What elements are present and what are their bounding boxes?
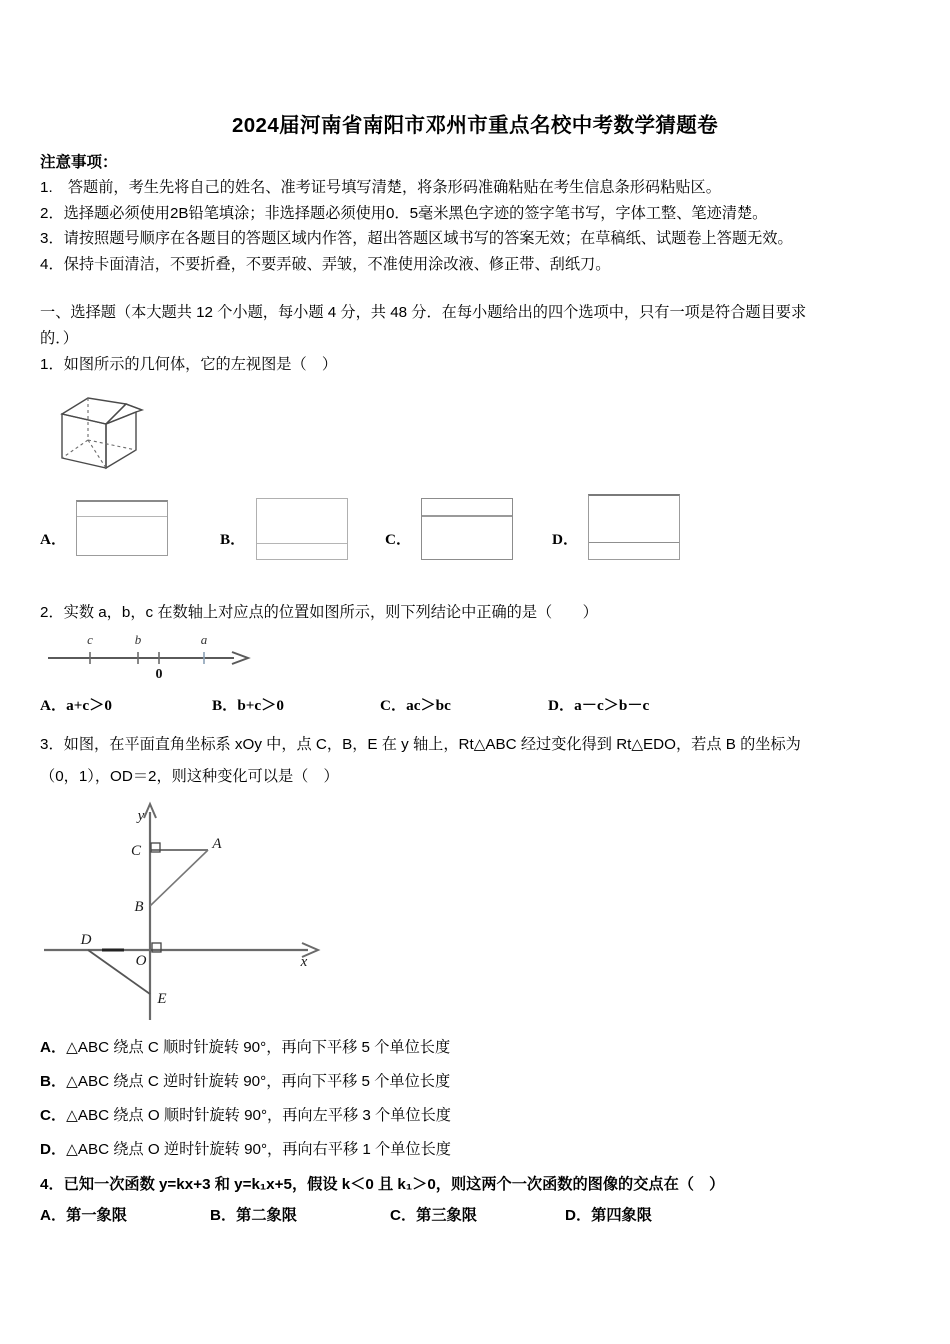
notice-item-4: 4．保持卡面清洁，不要折叠，不要弄破、弄皱，不准使用涂改液、修正带、刮纸刀。 (40, 255, 611, 273)
svg-text:c: c (87, 632, 93, 647)
option-letter-a: A． (40, 1207, 67, 1224)
question-4-stem (40, 1172, 724, 1198)
question-4-option-d[interactable] (565, 1204, 652, 1225)
question-1-solid-figure (48, 388, 148, 474)
question-4-options (40, 1204, 740, 1228)
section-heading-line-1: 一、选择题（本大题共 12 个小题，每小题 4 分，共 48 分．在每小题给出的四个选项中，只有一项是符合题目要求 (40, 304, 807, 321)
notice-item-1: 1. 答题前，考生先将自己的姓名、准考证号填写清楚，将条形码准确粘贴在考生信息条形码粘贴区。 (40, 179, 721, 196)
svg-text:b: b (134, 632, 142, 647)
option-letter-b: B． (40, 1073, 67, 1090)
option-text-c: ac＞bc (406, 697, 451, 714)
left-view-box-c (421, 498, 513, 560)
question-2-options (40, 694, 740, 718)
question-1-option-d[interactable] (552, 492, 732, 564)
question-2-stem (40, 600, 598, 626)
option-text-a: △ABC 绕点 C 顺时针旋转 90°，再向下平移 5 个单位长度 (66, 1039, 451, 1056)
question-4-option-c[interactable] (390, 1204, 477, 1225)
svg-text:y: y (137, 808, 145, 824)
option-letter-c: C． (385, 531, 412, 548)
view-divider-line (422, 515, 512, 516)
option-letter-c: C． (390, 1207, 417, 1224)
question-4-option-a[interactable] (40, 1204, 127, 1225)
svg-text:O: O (135, 953, 147, 969)
section-heading-line-2: 的．） (40, 330, 78, 347)
question-2-number: 2． (40, 604, 64, 621)
option-text-c: △ABC 绕点 O 顺时针旋转 90°，再向左平移 3 个单位长度 (66, 1107, 451, 1124)
question-3-option-a[interactable] (40, 1036, 450, 1057)
question-3-coordinate-figure (40, 798, 330, 1023)
question-2-number-line-figure (46, 630, 251, 682)
question-1-stem (40, 352, 337, 378)
question-3-option-b[interactable] (40, 1070, 450, 1091)
option-text-d: △ABC 绕点 O 逆时针旋转 90°，再向右平移 1 个单位长度 (66, 1141, 451, 1158)
question-1-option-b[interactable] (220, 492, 400, 564)
option-letter-d: D． (552, 531, 579, 548)
option-text-d: 第四象限 (591, 1207, 652, 1224)
question-2-option-b[interactable] (212, 694, 284, 715)
question-2-option-d[interactable] (548, 694, 649, 715)
option-letter-c: C． (380, 697, 407, 714)
view-divider-line (77, 516, 167, 517)
notice-block (40, 150, 920, 277)
view-divider-line (257, 543, 347, 544)
section-heading (40, 300, 920, 352)
notice-item-3: 3．请按照题号顺序在各题目的答题区域内作答，超出答题区域书写的答案无效；在草稿纸、试题卷上答题无效。 (40, 230, 793, 247)
left-view-box-a (76, 500, 168, 556)
svg-text:a: a (200, 632, 208, 647)
left-view-box-b (256, 498, 348, 560)
notice-heading: 注意事项： (40, 154, 118, 171)
question-3-option-d[interactable] (40, 1138, 451, 1159)
svg-text:0: 0 (155, 667, 163, 682)
question-3-stem-line-2: （0，1），OD＝2，则这种变化可以是（ ） (40, 768, 339, 785)
option-text-b: △ABC 绕点 C 逆时针旋转 90°，再向下平移 5 个单位长度 (66, 1073, 451, 1090)
question-1-text: 如图所示的几何体，它的左视图是（ ） (63, 356, 338, 373)
option-letter-b: B． (210, 1207, 237, 1224)
option-text-d: a－c＞b－c (574, 697, 650, 714)
option-letter-b: B． (220, 531, 246, 548)
question-3-number: 3． (40, 736, 64, 753)
question-1-number: 1． (40, 356, 64, 373)
svg-text:A: A (212, 836, 222, 852)
question-2-text: 实数 a，b，c 在数轴上对应点的位置如图所示，则下列结论中正确的是（ ） (63, 604, 598, 621)
question-2-option-a[interactable] (40, 694, 112, 715)
option-text-a: a+c＞0 (66, 697, 112, 714)
left-view-box-d (588, 494, 680, 560)
option-letter-a: A． (40, 1039, 67, 1056)
option-letter-c: C． (40, 1107, 67, 1124)
question-4-text: 已知一次函数 y=kx+3 和 y=k₁x+5，假设 k＜0 且 k₁＞0，则这两个一次函数的图像的交点在（ ） (63, 1176, 725, 1193)
question-1-option-c[interactable] (385, 492, 565, 564)
option-text-b: b+c＞0 (237, 697, 284, 714)
question-4-option-b[interactable] (210, 1204, 297, 1225)
option-letter-d: D． (565, 1207, 592, 1224)
question-3-option-c[interactable] (40, 1104, 451, 1125)
option-text-b: 第二象限 (236, 1207, 297, 1224)
svg-text:x: x (300, 954, 308, 970)
option-letter-a: A． (40, 531, 67, 548)
option-text-a: 第一象限 (66, 1207, 127, 1224)
option-letter-a: A． (40, 697, 67, 714)
svg-text:C: C (130, 843, 142, 859)
question-4-number: 4． (40, 1176, 64, 1193)
view-divider-line (589, 542, 679, 543)
option-letter-d: D． (40, 1141, 67, 1158)
notice-item-2: 2．选择题必须使用2B铅笔填涂；非选择题必须使用0．5毫米黑色字迹的签字笔书写，字体工整、笔迹清楚。 (40, 204, 768, 222)
question-3-stem-line-1 (40, 732, 801, 758)
svg-text:B: B (134, 899, 144, 915)
question-1-options (40, 492, 920, 564)
question-2-option-c[interactable] (380, 694, 451, 715)
svg-text:D: D (80, 932, 92, 948)
question-3-text-1: 如图，在平面直角坐标系 xOy 中，点 C，B，E 在 y 轴上，Rt△ABC 经过变化得到 Rt△EDO，若点 B 的坐标为 (63, 736, 801, 753)
question-1-option-a[interactable] (40, 492, 220, 564)
option-text-c: 第三象限 (416, 1207, 477, 1224)
svg-text:E: E (157, 991, 167, 1007)
option-letter-b: B． (212, 697, 238, 714)
option-letter-d: D． (548, 697, 575, 714)
page-title: 2024届河南省南阳市邓州市重点名校中考数学猜题卷 (231, 114, 719, 137)
